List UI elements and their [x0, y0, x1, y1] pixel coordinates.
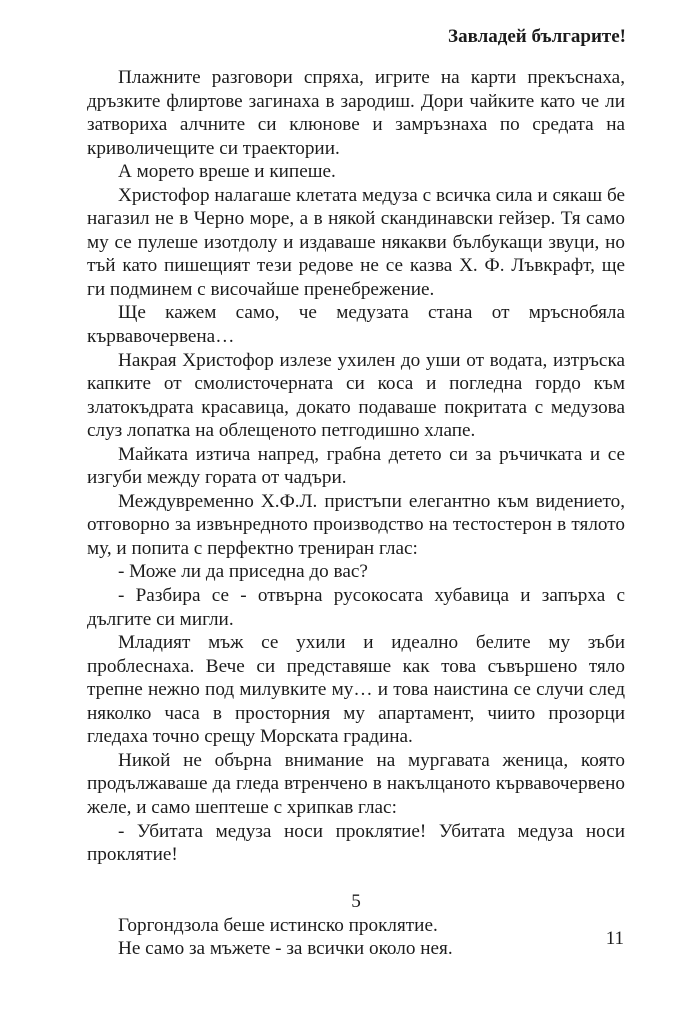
paragraph: Майката изтича напред, грабна детето си за ръчичката и се изгуби между гората от чадъри.	[87, 443, 625, 489]
paragraph: Христофор налагаше клетата медуза с всичка сила и сякаш бе нагазил не в Черно море, а в някой скандинавски гейзер. Тя само му се пулеше изотдолу и издаваше някакви бълбукащи звуци, но тъй като пишещият тези редове не се казва Х. Ф. Лъвкрафт, ще ги подминем с височайше пренебрежение.	[87, 184, 625, 300]
page-number: 11	[605, 928, 624, 949]
paragraph: - Може ли да приседна до вас?	[118, 561, 368, 583]
running-head: Завладей българите!	[448, 26, 626, 47]
paragraph: А морето вреше и кипеше.	[118, 161, 336, 183]
paragraph: Младият мъж се ухили и идеално белите му зъби проблеснаха. Вече си представяше как това съвършено тяло трепне нежно под милувките му… и това наистина се случи след няколко часа в просторния му апартамент, чиито прозорци гледаха точно срещу Морската градина.	[87, 632, 625, 748]
section-number: 5	[351, 891, 361, 913]
paragraph: Накрая Христофор излезе ухилен до уши от водата, изтръска капките от смолисточерната си коса и погледна гордо към златокъдрата красавица, докато подаваше покритата с медузова слуз лопатка на облещеното петгодишно хлапе.	[87, 349, 625, 442]
paragraph: Никой не обърна внимание на мургавата женица, която продължаваше да гледа втренчено в накълцаното кървавочервено желе, и само шептеше с хрипкав глас:	[87, 749, 625, 818]
paragraph: - Разбира се - отвърна русокосата хубавица и запърха с дългите си мигли.	[87, 585, 625, 630]
body-text	[87, 66, 625, 961]
paragraph: Горгондзола беше истинско проклятие.	[118, 914, 438, 936]
paragraph: - Убитата медуза носи проклятие! Убитата медуза носи проклятие!	[87, 820, 625, 866]
paragraph: Плажните разговори спряха, игрите на карти прекъснаха, дръзките флиртове загинаха в зародиш. Дори чайките като че ли затвориха алчните си клюнове и замръзнаха по средата на криволичещите си траектории.	[87, 67, 625, 159]
paragraph: Не само за мъжете - за всички около нея.	[118, 938, 453, 960]
paragraph: Ще кажем само, че медузата стана от мръснобяла кървавочервена…	[87, 302, 625, 348]
paragraph: Междувременно Х.Ф.Л. пристъпи елегантно към видението, отговорно за извънредното производство на тестостерон в тялото му, и попита с перфектно трениран глас:	[87, 490, 625, 559]
